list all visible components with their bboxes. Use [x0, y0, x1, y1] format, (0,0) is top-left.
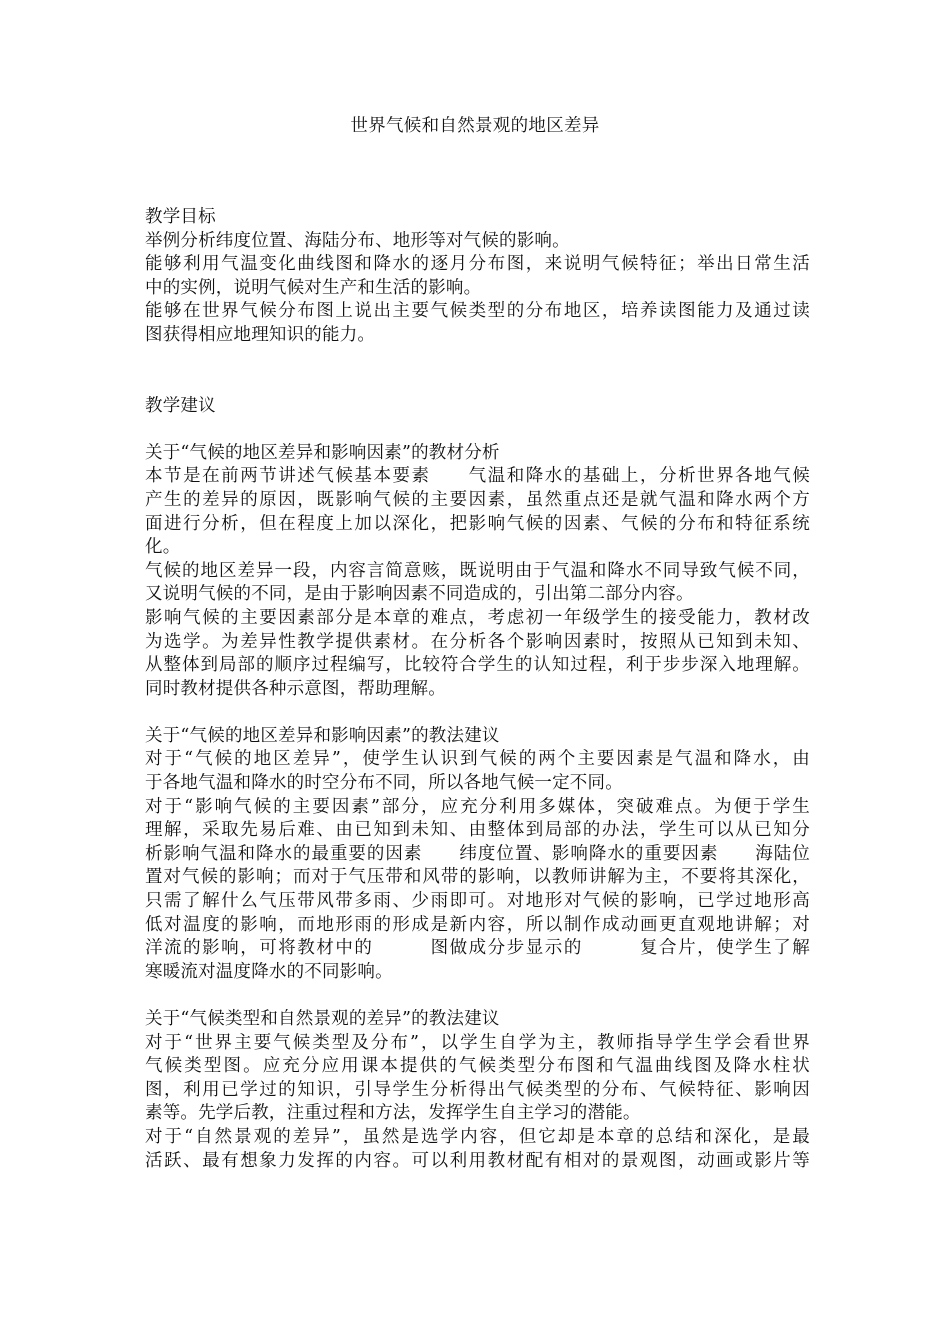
section-analysis [145, 442, 810, 702]
paragraph-line: 只需了解什么气压带风带多雨、少雨即可。对地形对气候的影响，已学过地形高 [145, 891, 810, 912]
paragraph-line: 气候类型图。应充分应用课本提供的气候类型分布图和气温曲线图及降水柱状 [145, 1056, 810, 1077]
section-suggestions [145, 395, 810, 419]
paragraph-line: 图，利用已学过的知识，引导学生分析得出气候类型的分布、气候特征、影响因 [145, 1079, 810, 1100]
paragraph-line: 对于“气候的地区差异”，使学生认识到气候的两个主要因素是气温和降水，由 [145, 749, 810, 770]
section-goals [145, 206, 810, 348]
paragraph-line: 对于“自然景观的差异”，虽然是选学内容，但它却是本章的总结和深化，是最 [145, 1126, 810, 1147]
paragraph-line: 对于“影响气候的主要因素”部分，应充分利用多媒体，突破难点。为便于学生 [145, 796, 810, 817]
paragraph-line: 气候的地区差异一段，内容言简意赅，既说明由于气温和降水不同导致气候不同， [145, 560, 810, 581]
document-title: 世界气候和自然景观的地区差异 [350, 116, 600, 136]
paragraph-line: 举例分析纬度位置、海陆分布、地形等对气候的影响。 [145, 230, 570, 251]
section-heading: 关于“气候的地区差异和影响因素”的教材分析 [145, 442, 500, 463]
paragraph-line: 本节是在前两节讲述气候基本要素 气温和降水的基础上，分析世界各地气候 [145, 466, 810, 487]
paragraph-line: 能够在世界气候分布图上说出主要气候类型的分布地区，培养读图能力及通过读 [145, 301, 810, 322]
document-body [145, 206, 810, 1173]
paragraph-line: 同时教材提供各种示意图，帮助理解。 [145, 678, 446, 699]
section-heading: 教学建议 [145, 395, 216, 416]
paragraph-line: 又说明气候的不同，是由于影响因素不同造成的，引出第二部分内容。 [145, 584, 694, 605]
paragraph-line: 能够利用气温变化曲线图和降水的逐月分布图，来说明气候特征；举出日常生活 [145, 254, 810, 275]
section-heading: 教学目标 [145, 207, 216, 227]
paragraph-line: 影响气候的主要因素部分是本章的难点，考虑初一年级学生的接受能力，教材改 [145, 607, 810, 628]
spacer [145, 418, 810, 442]
paragraph-line: 于各地气温和降水的时空分布不同，所以各地气候一定不同。 [145, 773, 623, 794]
paragraph-line: 图获得相应地理知识的能力。 [145, 324, 376, 345]
paragraph-line: 寒暖流对温度降水的不同影响。 [145, 961, 393, 982]
paragraph-line: 对于“世界主要气候类型及分布”，以学生自学为主，教师指导学生学会看世界 [145, 1032, 810, 1053]
spacer [145, 984, 810, 1008]
spacer [145, 701, 810, 725]
paragraph-line: 化。 [145, 537, 181, 558]
paragraph-line: 面进行分析，但在程度上加以深化，把影响气候的因素、气候的分布和特征系统 [145, 513, 810, 534]
paragraph-line: 从整体到局部的顺序过程编写，比较符合学生的认知过程，利于步步深入地理解。 [145, 655, 810, 676]
section-heading: 关于“气候的地区差异和影响因素”的教法建议 [145, 725, 500, 746]
paragraph-line: 活跃、最有想象力发挥的内容。可以利用教材配有相对的景观图，动画或影片等 [145, 1150, 810, 1171]
paragraph-line: 低对温度的影响，而地形雨的形成是新内容，所以制作成动画更直观地讲解；对 [145, 914, 810, 935]
paragraph-line: 中的实例，说明气候对生产和生活的影响。 [145, 277, 482, 298]
section-heading: 关于“气候类型和自然景观的差异”的教法建议 [145, 1009, 500, 1029]
section-method-1 [145, 725, 810, 985]
paragraph-line: 洋流的影响，可将教材中的 图做成分步显示的 复合片，使学生了解 [145, 938, 810, 959]
paragraph-line: 产生的差异的原因，既影响气候的主要因素，虽然重点还是就气温和降水两个方 [145, 489, 810, 510]
paragraph-line: 置对气候的影响；而对于气压带和风带的影响，以教师讲解为主，不要将其深化， [145, 867, 810, 888]
spacer [145, 348, 810, 395]
paragraph-line: 素等。先学后教，注重过程和方法，发挥学生自主学习的潜能。 [145, 1103, 641, 1124]
section-method-2 [145, 1008, 810, 1173]
paragraph-line: 理解，采取先易后难、由已知到未知、由整体到局部的办法，学生可以从已知分 [145, 820, 810, 841]
paragraph-line: 为选学。为差异性教学提供素材。在分析各个影响因素时，按照从已知到未知、 [145, 631, 810, 652]
paragraph-line: 析影响气温和降水的最重要的因素 纬度位置、影响降水的重要因素 海陆位 [145, 843, 810, 864]
